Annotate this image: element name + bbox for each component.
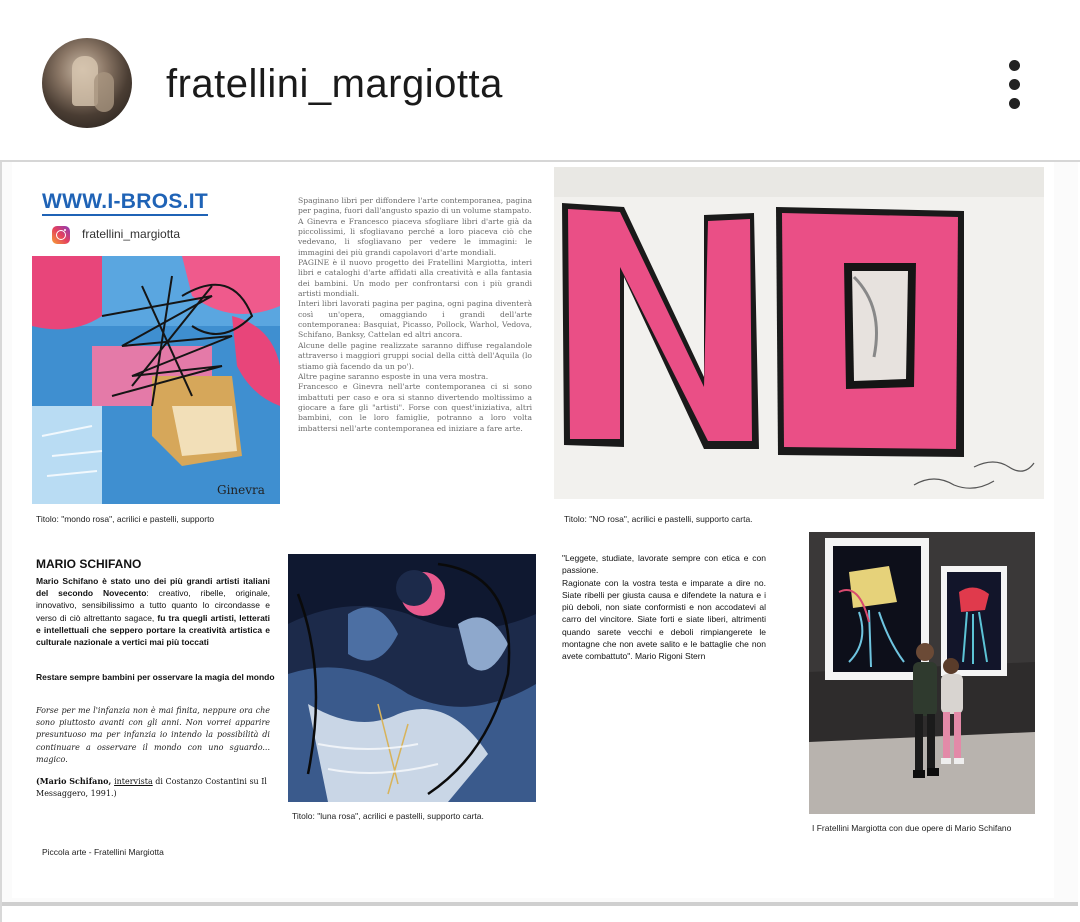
footer-credit: Piccola arte - Fratellini Margiotta xyxy=(42,847,164,857)
caption-photo: I Fratellini Margiotta con due opere di Mario Schifano xyxy=(812,823,1012,833)
painting-signature: Ginevra xyxy=(217,483,265,497)
schifano-motto: Restare sempre bambini per osservare la magia del mondo xyxy=(36,672,275,682)
credit-link[interactable]: intervista xyxy=(114,777,153,786)
bio-lead: Mario Schifano è stato uno dei più grandi artisti italiani del secondo Novecento xyxy=(36,576,270,599)
bio-highlight: fu tra quegli artisti, letterati e intellettuali che seppero portare la creatività artistica e culturale nazionale a vertici mai più toccati xyxy=(36,612,270,648)
painting-luna-rosa xyxy=(288,554,536,802)
avatar-figure xyxy=(94,72,114,112)
credit-rest: di Costanzo Costantini su Il Messaggero, 1991.) xyxy=(36,777,267,798)
caption-no-rosa: Titolo: "NO rosa", acrilici e pastelli, supporto carta. xyxy=(564,514,753,524)
magazine-spread xyxy=(12,162,1054,898)
more-vertical-icon[interactable] xyxy=(1000,58,1030,112)
schifano-quote: Forse per me l'infanzia non è mai finita, neppure ora che sono piuttosto avanti con gli anni. Non vorrei apparire presuntuoso ma per infanzia io intendo la possibilità di continuare a osservare il mondo con uno sguardo... magico. xyxy=(36,706,270,764)
profile-avatar[interactable] xyxy=(42,38,132,128)
credit-name: (Mario Schifano, xyxy=(36,776,115,786)
article-body: Spaginano libri per diffondere l'arte contemporanea, pagina per pagina, fuori dall'angusto spazio di un volume stampato. A Ginevra e Francesco piaceva sfogliare libri d'arte già da piccolissimi, li sfogliavano perché a loro piaceva ciò che vedevano, li sfogliavano per vedere le immagini: le immagini dei più grandi capolavori d'arte mondiali. PAGINE è il nuovo progetto dei Fratellini Margiotta, interi libri e cataloghi d'arte affidati alla creatività e alla fantasia dei bambini. Un modo per confrontarsi con i più grandi artisti mondiali. Interi libri lavorati pagina per pagina, ogni pagina diventerà così un'opera, omaggiando i grandi dell'arte contemporanea: Basquiat, Picasso, Pollock, Warhol, Vedova, Schifano, Banksy, Cattelan ed altri ancora. Alcune delle pagine realizzate saranno diffuse regalandole attraverso i maggiori gruppi social della città dell'Aquila (lo stiamo già facendo da un po'). Altre pagine saranno esposte in una vera mostra. Francesco e Ginevra nell'arte contemporanea ci si sono imbattuti per caso e ora si stanno divertendo moltissimo a giocare a fare gli "artisti". Forse con quest'iniziativa, altri bambini, con le loro famiglie, potranno a loro volta imbattersi nell'arte contemporanea ed iniziare a fare arte. xyxy=(298,196,532,433)
schifano-bio xyxy=(36,575,270,648)
painting-no-rosa xyxy=(554,167,1044,499)
quote-credit xyxy=(36,775,276,800)
post-header xyxy=(0,0,1080,160)
caption-mondo-rosa: Titolo: "mondo rosa", acrilici e pastelli, supporto xyxy=(36,514,215,524)
website-link[interactable]: WWW.I-BROS.IT xyxy=(42,190,208,216)
bio-middle: : creativo, ribelle, originale, innovativo, sensibilissimo a tutto quanto lo circondasse e verso di ciò altrettanto sagace, xyxy=(36,588,270,623)
post-username[interactable]: fratellini_margiotta xyxy=(166,62,503,106)
post-bottom-divider xyxy=(2,902,1078,906)
rigoni-stern-quote: "Leggete, studiate, lavorate sempre con etica e con passione. Ragionate con la vostra testa e imparate a dire no. Siate ribelli per giusta causa e difendete la natura e i più deboli, non siate conformisti e non accodatevi al carro del vincitore. Siate forti e siate liberi, altrimenti quando sarete vecchi e deboli rimpiangerete le montagne che non avete salito e le battaglie che non avete combattuto". Mario Rigoni Stern xyxy=(562,553,766,662)
instagram-icon xyxy=(52,226,70,244)
post-image[interactable] xyxy=(2,162,1078,902)
painting-mondo-rosa xyxy=(32,256,280,504)
photo-gallery xyxy=(809,532,1035,814)
section-title: MARIO SCHIFANO xyxy=(36,557,142,571)
instagram-handle: fratellini_margiotta xyxy=(82,227,181,241)
caption-luna-rosa: Titolo: "luna rosa", acrilici e pastelli, supporto carta. xyxy=(292,811,484,821)
